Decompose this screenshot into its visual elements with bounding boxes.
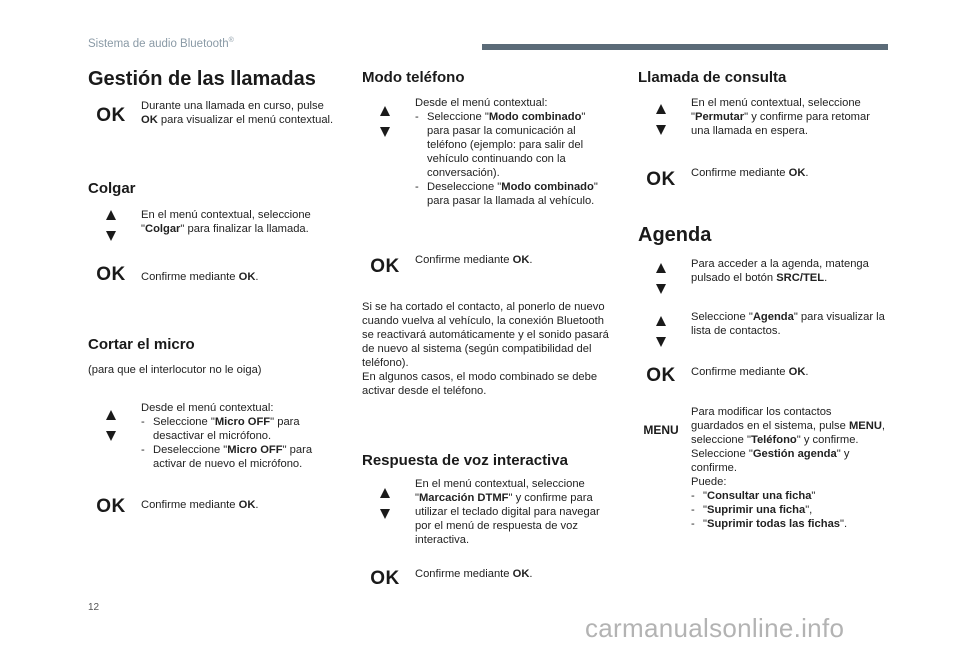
ok-button-icon: OK xyxy=(646,169,676,190)
up-down-arrows-icon xyxy=(88,410,134,441)
subsection-title-micro: Cortar el micro xyxy=(88,336,195,353)
micro-note: (para que el interlocutor no le oiga) xyxy=(88,364,262,376)
ok-button-icon: OK xyxy=(96,496,126,517)
up-down-arrows-icon xyxy=(638,263,684,294)
subsection-title-colgar: Colgar xyxy=(88,180,136,197)
up-down-arrows-icon xyxy=(638,104,684,135)
list-item: - "Suprimir todas las fichas". xyxy=(691,518,848,530)
up-down-arrows-icon xyxy=(88,210,134,241)
page-number: 12 xyxy=(88,602,100,613)
section-title-consult-call: Llamada de consulta xyxy=(638,69,787,86)
list-item: - Seleccione "Micro OFF" para desactivar el micrófono. xyxy=(141,416,300,442)
section-title-phone-mode: Modo teléfono xyxy=(362,69,465,86)
watermark: carmanualsonline.info xyxy=(585,613,845,643)
section-title-voice-response: Respuesta de voz interactiva xyxy=(362,452,568,469)
list-item: - Seleccione "Modo combinado" para pasar la comunicación al teléfono (ejemplo: para salir del vehículo continuando con la conversación). xyxy=(415,111,586,179)
ok-button-icon: OK xyxy=(370,568,400,589)
ok-button-icon: OK xyxy=(370,256,400,277)
menu-button-icon: MENU xyxy=(643,423,679,437)
up-down-arrows-icon xyxy=(638,316,684,347)
ok-button-icon: OK xyxy=(646,365,676,386)
up-down-arrows-icon xyxy=(362,488,408,519)
ok-button-icon: OK xyxy=(96,105,126,126)
section-title-agenda: Agenda xyxy=(638,224,712,246)
section-title-call-management: Gestión de las llamadas xyxy=(88,68,316,90)
list-item: - Deseleccione "Modo combinado" para pasar la llamada al vehículo. xyxy=(415,181,598,207)
ok-button-icon: OK xyxy=(96,264,126,285)
phone-mode-paragraph: Si se ha cortado el contacto, al ponerlo de nuevo cuando vuelva al vehículo, la conexión Bluetooth se reactivará automáticamente y el sonido pasará de nuevo al sistema (según compatibilidad del teléfono). En algunos casos, el modo combinado se debe activar desde el teléfono. xyxy=(362,301,609,397)
list-item: - "Consultar una ficha" xyxy=(691,490,816,502)
running-header: Sistema de audio Bluetooth® xyxy=(88,37,234,50)
list-item: - Deseleccione "Micro OFF" para activar de nuevo el micrófono. xyxy=(141,444,313,470)
header-bar xyxy=(482,44,888,50)
up-down-arrows-icon xyxy=(362,106,408,137)
list-item: - "Suprimir una ficha", xyxy=(691,504,813,516)
